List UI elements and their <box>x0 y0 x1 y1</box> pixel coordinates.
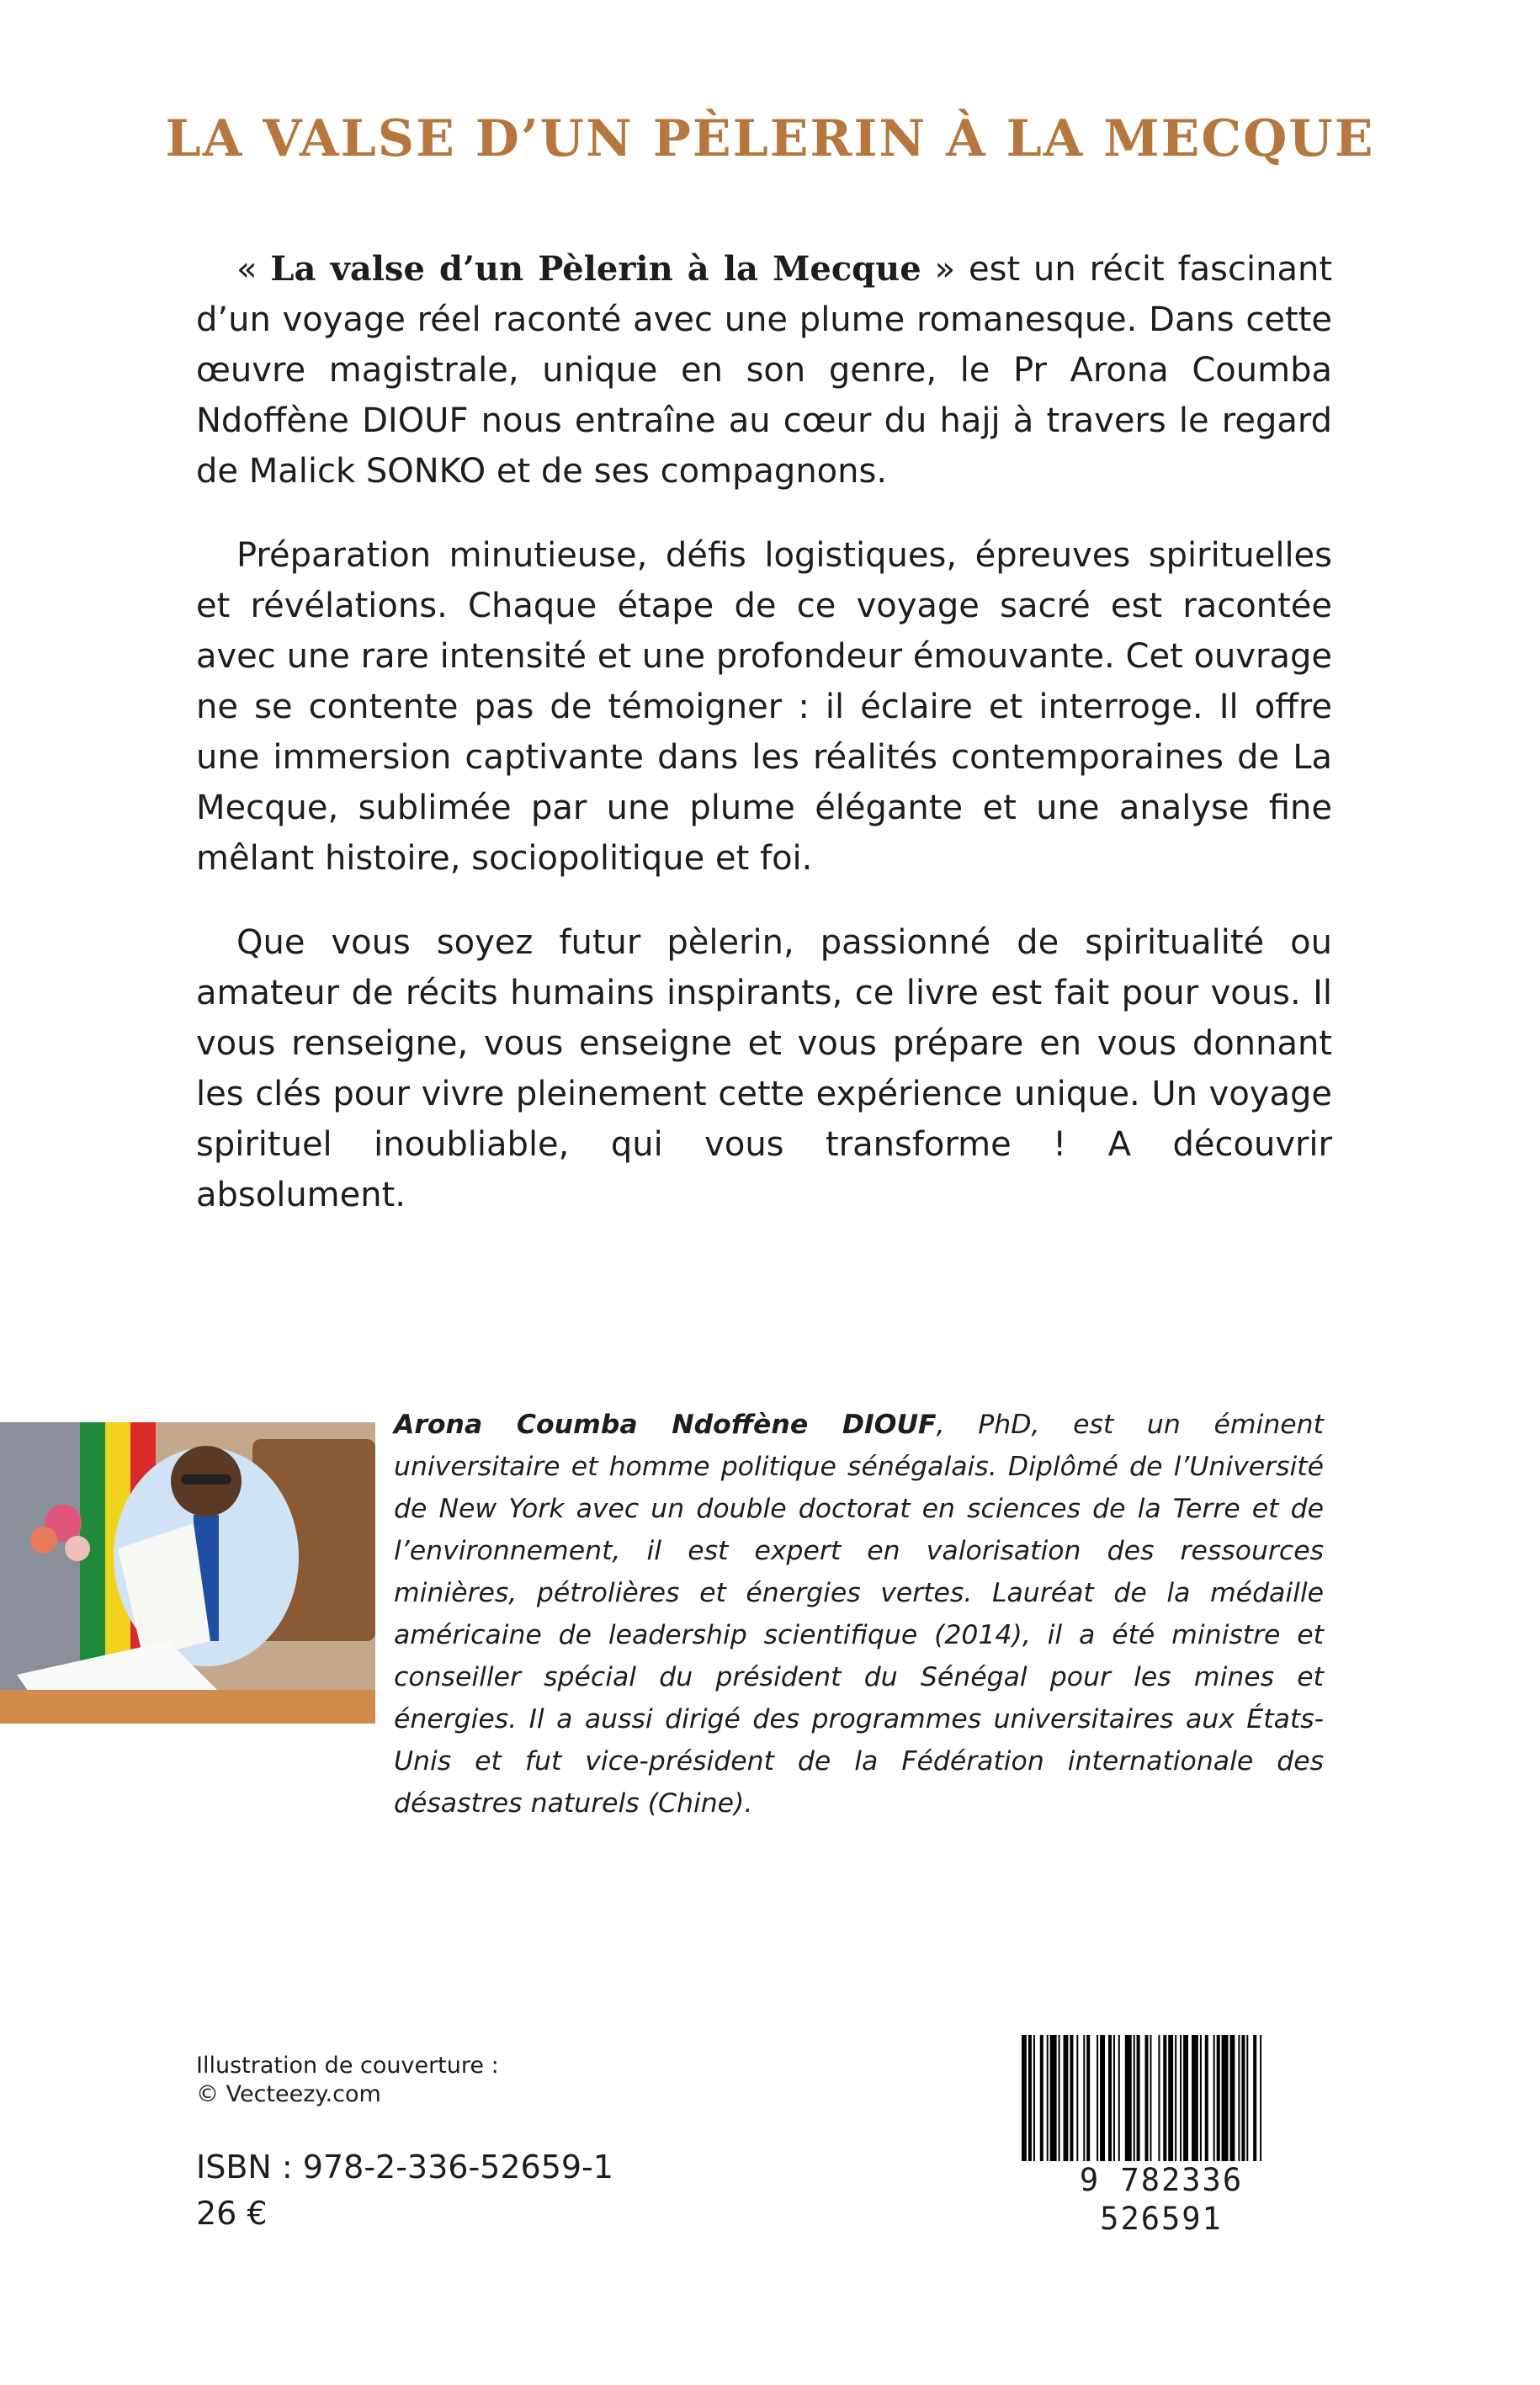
cover-credit-line-2: © Vecteezy.com <box>196 2081 381 2107</box>
blurb-quote-open: « <box>236 250 271 289</box>
blurb-paragraph-1-rest: » est un récit fascinant d’un voyage réel raconté avec une plume romanesque. Dans cette œuvre magistrale, unique en son genre, le Pr Arona Coumba Ndoffène DIOUF nous entraîne au cœur du hajj à travers le regard de Malick SONKO et de ses compagnons. <box>196 250 1333 491</box>
barcode-digits: 9 782336 526591 <box>1010 2161 1313 2239</box>
blurb-paragraph-1 <box>196 244 1332 497</box>
cover-credit <box>196 2052 634 2109</box>
barcode <box>1010 2035 1313 2237</box>
author-bio-text: , PhD, est un éminent universitaire et homme politique sénégalais. Diplômé de l’Université de New York avec un double doctorat en sciences de la Terre et de l’environnement, il est expert en valorisation des ressources minières, pétrolières et énergies vertes. Lauréat de la médaille américaine de leadership scientifique (2014), il a été ministre et conseiller spécial du président du Sénégal pour les mines et énergies. Il a aussi dirigé des programmes universitaires aux États-Unis et fut vice-président de la Fédération internationale des désastres naturels (Chine). <box>394 1410 1324 1819</box>
book-title: LA VALSE D’UN PÈLERIN À LA MECQUE <box>165 109 1375 168</box>
author-name: Arona Coumba Ndoffène DIOUF <box>394 1410 937 1440</box>
author-bio <box>394 1404 1324 1825</box>
price: 26 € <box>196 2195 268 2232</box>
blurb-book-name: La valse d’un Pèlerin à la Mecque <box>270 249 921 289</box>
isbn: ISBN : 978-2-336-52659-1 <box>196 2149 613 2186</box>
blurb <box>196 244 1332 1254</box>
barcode-bars <box>1010 2035 1313 2178</box>
cover-credit-line-1: Illustration de couverture : <box>196 2053 499 2079</box>
blurb-paragraph-2: Préparation minutieuse, défis logistiques, épreuves spirituelles et révélations. Chaque étape de ce voyage sacré est racontée avec une rare intensité et une profondeur émouvante. Cet ouvrage ne se contente pas de témoigner : il éclaire et interroge. Il offre une immersion captivante dans les réalités contemporaines de La Mecque, sublimée par une plume élégante et une analyse fine mêlant histoire, sociopolitique et foi. <box>196 536 1332 878</box>
blurb-paragraph-3: Que vous soyez futur pèlerin, passionné de spiritualité ou amateur de récits humains inspirants, ce livre est fait pour vous. Il vous renseigne, vous enseigne et vous prépare en vous donnant les clés pour vivre pleinement cette expérience unique. Un voyage spirituel inoubliable, qui vous transforme ! A découvrir absolument. <box>196 923 1332 1214</box>
author-photo <box>0 1422 375 1724</box>
